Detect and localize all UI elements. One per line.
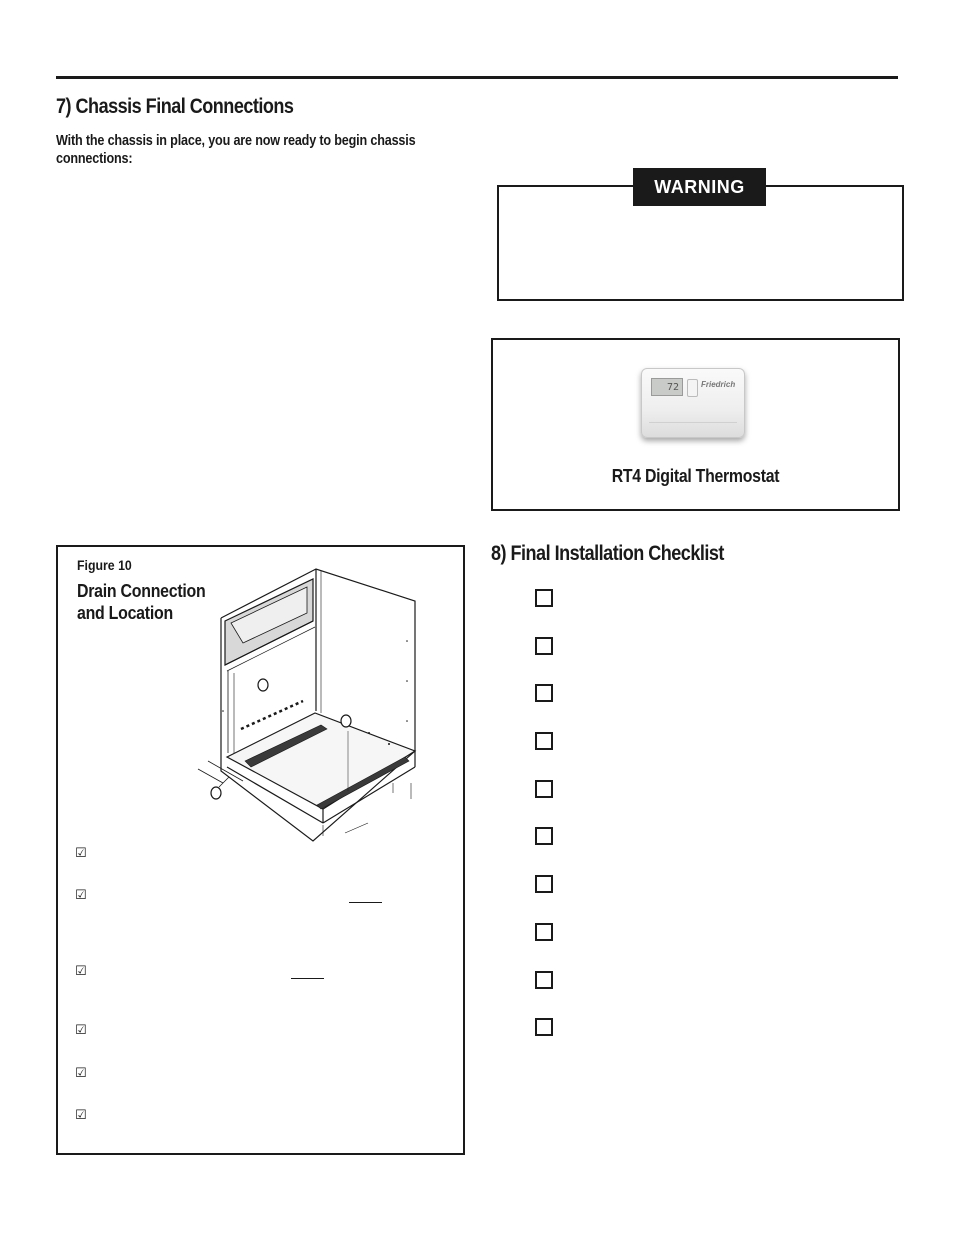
checklist-checkbox[interactable] [535, 971, 553, 989]
checklist-checkbox[interactable] [535, 732, 553, 750]
section-7-intro: With the chassis in place, you are now ready to begin chassis connections: [56, 133, 416, 167]
thermostat-panel [491, 338, 900, 511]
thermostat-button [687, 379, 698, 397]
thermostat-display: 72 [651, 378, 683, 396]
checklist-checkbox[interactable] [535, 875, 553, 893]
thermostat-caption: RT4 Digital Thermostat [611, 466, 780, 486]
checked-checkbox-icon: ☑ [75, 846, 87, 861]
checked-checkbox-icon: ☑ [75, 1023, 87, 1038]
warning-label: WARNING [633, 168, 766, 206]
thermostat-image [641, 368, 745, 438]
section-8-heading: 8) Final Installation Checklist [491, 542, 724, 565]
checked-checkbox-icon: ☑ [75, 888, 87, 903]
checked-checkbox-icon: ☑ [75, 964, 87, 979]
checked-checkbox-icon: ☑ [75, 1066, 87, 1081]
checklist-checkbox[interactable] [535, 637, 553, 655]
figure-title: Drain Connection and Location [77, 580, 206, 623]
thermostat-trim-line [649, 422, 737, 423]
figure-number: Figure 10 [77, 557, 132, 573]
checklist-checkbox[interactable] [535, 1018, 553, 1036]
checklist-checkbox[interactable] [535, 780, 553, 798]
underline-mark [349, 902, 382, 903]
checked-checkbox-icon: ☑ [75, 1108, 87, 1123]
underline-mark [291, 978, 324, 979]
top-rule [56, 76, 898, 79]
checklist-checkbox[interactable] [535, 684, 553, 702]
figure-10-box [56, 545, 465, 1155]
section-7-heading: 7) Chassis Final Connections [56, 95, 294, 118]
chassis-drain-drawing [183, 561, 443, 851]
thermostat-brand: Friedrich [701, 380, 736, 389]
checklist-checkbox[interactable] [535, 589, 553, 607]
checklist-checkbox[interactable] [535, 827, 553, 845]
checklist-checkbox[interactable] [535, 923, 553, 941]
